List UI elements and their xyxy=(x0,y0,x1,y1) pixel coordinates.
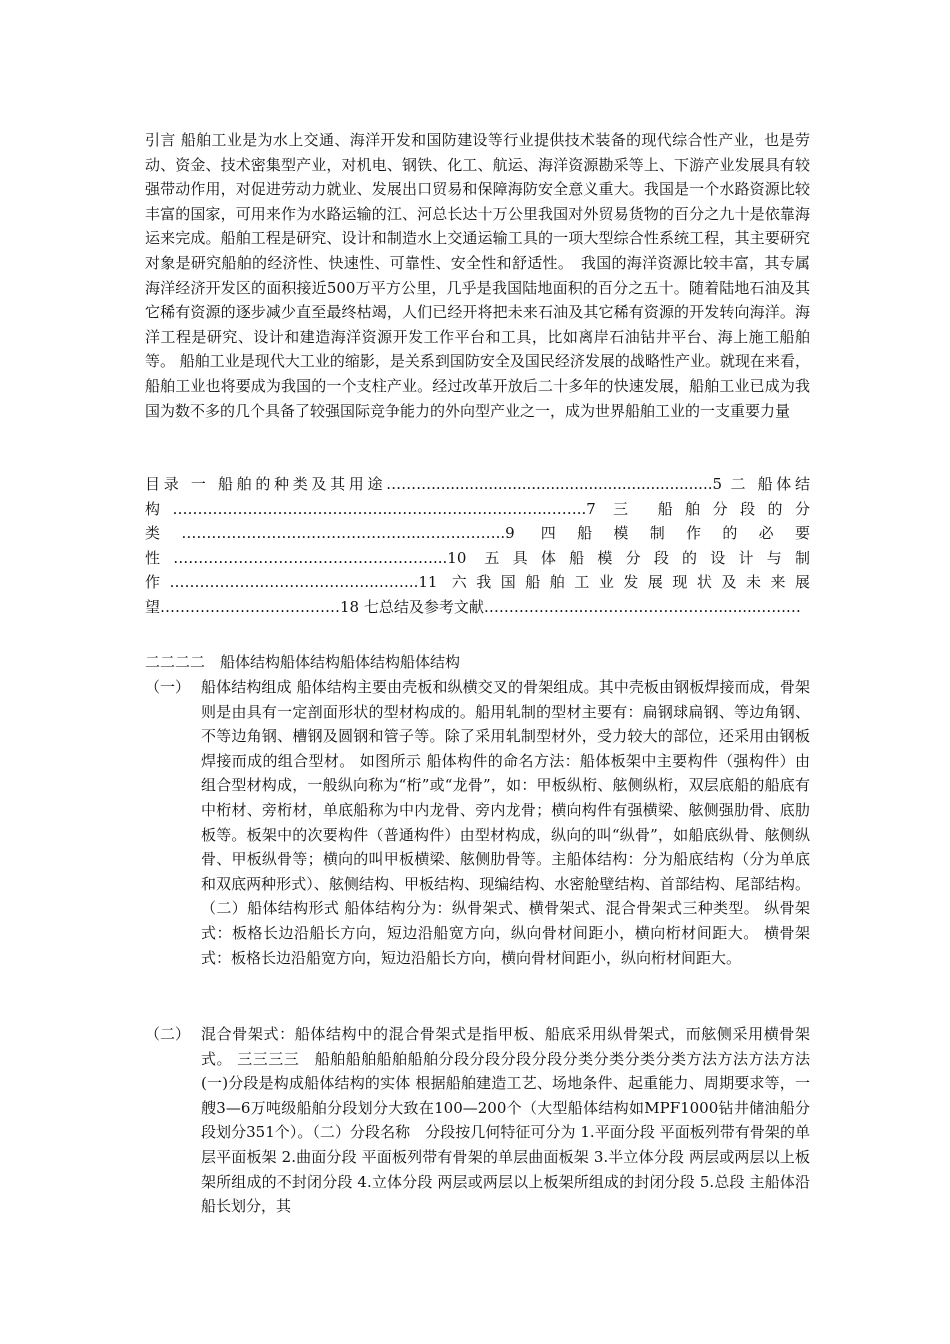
section-heading: 二二二二 船体结构船体结构船体结构船体结构 xyxy=(145,653,461,671)
list-item-text: 船体结构组成 船体结构主要由壳板和纵横交叉的骨架组成。其中壳板由钢板焊接而成，骨架则是由具有一定剖面形状的型材构成的。船用轧制的型材主要有：扁钢球扁钢、等边角钢、不等边角钢、槽钢及圆钢和管子等。除了采用轧制型材外，受力较大的部位，还采用由钢板焊接而成的组合型材。 如图所示 船体构件的命名方法：船体板架中主要构件（强构件）由组合型材构成，一般纵向称为“桁”或“龙骨”，如：甲板纵桁、舷侧纵桁，双层底船的船底有中桁材、旁桁材，单底船称为中内龙骨、旁内龙骨；横向构件有强横梁、舷侧强肋骨、底肋板等。板架中的次要构件（普通构件）由型材构成，纵向的叫“纵骨”，如船底纵骨、舷侧纵骨、甲板纵骨等；横向的叫甲板横梁、舷侧肋骨等。主船体结构：分为船底结构（分为单底和双底两种形式）、舷侧结构、甲板结构、现编结构、水密舱壁结构、首部结构、尾部结构。 （二）船体结构形式 船体结构分为：纵骨架式、横骨架式、混合骨架式三种类型。 纵骨架式：板格长边沿船长方向，短边沿船宽方向，纵向骨材间距小，横向桁材间距大。 横骨架式：板格长边沿船宽方向，短边沿船长方向，横向骨材间距小，纵向桁材间距大。 xyxy=(201,678,810,967)
list-item-marker: （二） xyxy=(145,1025,191,1043)
intro-paragraph: 引言 船舶工业是为水上交通、海洋开发和国防建设等行业提供技术装备的现代综合性产业，也是劳动、资金、技术密集型产业，对机电、钢铁、化工、航运、海洋资源勘采等上、下游产业发展具有较强带动作用，对促进劳动力就业、发展出口贸易和保障海防安全意义重大。我国是一个水路资源比较丰富的国家，可用来作为水路运输的江、河总长达十万公里我国对外贸易货物的百分之九十是依靠海运来完成。船舶工程是研究、设计和制造水上交通运输工具的一项大型综合性系统工程，其主要研究对象是研究船舶的经济性、快速性、可靠性、安全性和舒适性。 我国的海洋资源比较丰富，其专属海洋经济开发区的面积接近500万平方公里，几乎是我国陆地面积的百分之五十。随着陆地石油及其它稀有资源的逐步减少直至最终枯竭，人们已经开将把未来石油及其它稀有资源的开发转向海洋。海洋工程是研究、设计和建造海洋资源开发工作平台和工具，比如离岸石油钻井平台、海上施工船舶等。 船舶工业是现代大工业的缩影，是关系到国防安全及国民经济发展的战略性产业。就现在来看，船舶工业也将要成为我国的一个支柱产业。经过改革开放后二十多年的快速发展，船舶工业已成为我国为数不多的几个具备了较强国际竞争能力的外向型产业之一，成为世界船舶工业的一支重要力量 xyxy=(145,131,810,420)
list-item xyxy=(145,675,810,970)
list-item-marker: （一） xyxy=(145,678,191,696)
table-of-contents: 目录 一 船舶的种类及其用途………...........................................................5 二 船体结构…………………………………….…………………………..……..7 三 船舶分段的分类…………………….…………………..……………..9 四船模制作的必要性……………………….……………………...10 五具体船模分段的设计与制作……………….…………………..……..11 六我国船舶工业发展现状及未来展望………………………………18 七总结及参考文献………………..……………………….........…..… xyxy=(145,475,810,616)
list-item xyxy=(145,1022,826,1219)
list-item-text: 混合骨架式：船体结构中的混合骨架式是指甲板、船底采用纵骨架式，而舷侧采用横骨架式。 三三三三 船舶船舶船舶船舶分段分段分段分段分类分类分类分类方法方法方法方法 (一)分段是构成船体结构的实体 根据船舶建造工艺、场地条件、起重能力、周期要求等，一艘3—6万吨级船舶分段划分大致在100—200个（大型船体结构如MPF1000钻井储油船分段划分351个）。（二）分段名称 分段按几何特征可分为 1.平面分段 平面板列带有骨架的单层平面板架 2.曲面分段 平面板列带有骨架的单层曲面板架 3.半立体分段 两层或两层以上板架所组成的不封闭分段 4.立体分段 两层或两层以上板架所组成的封闭分段 5.总段 主船体沿船长划分，其 xyxy=(201,1025,826,1216)
